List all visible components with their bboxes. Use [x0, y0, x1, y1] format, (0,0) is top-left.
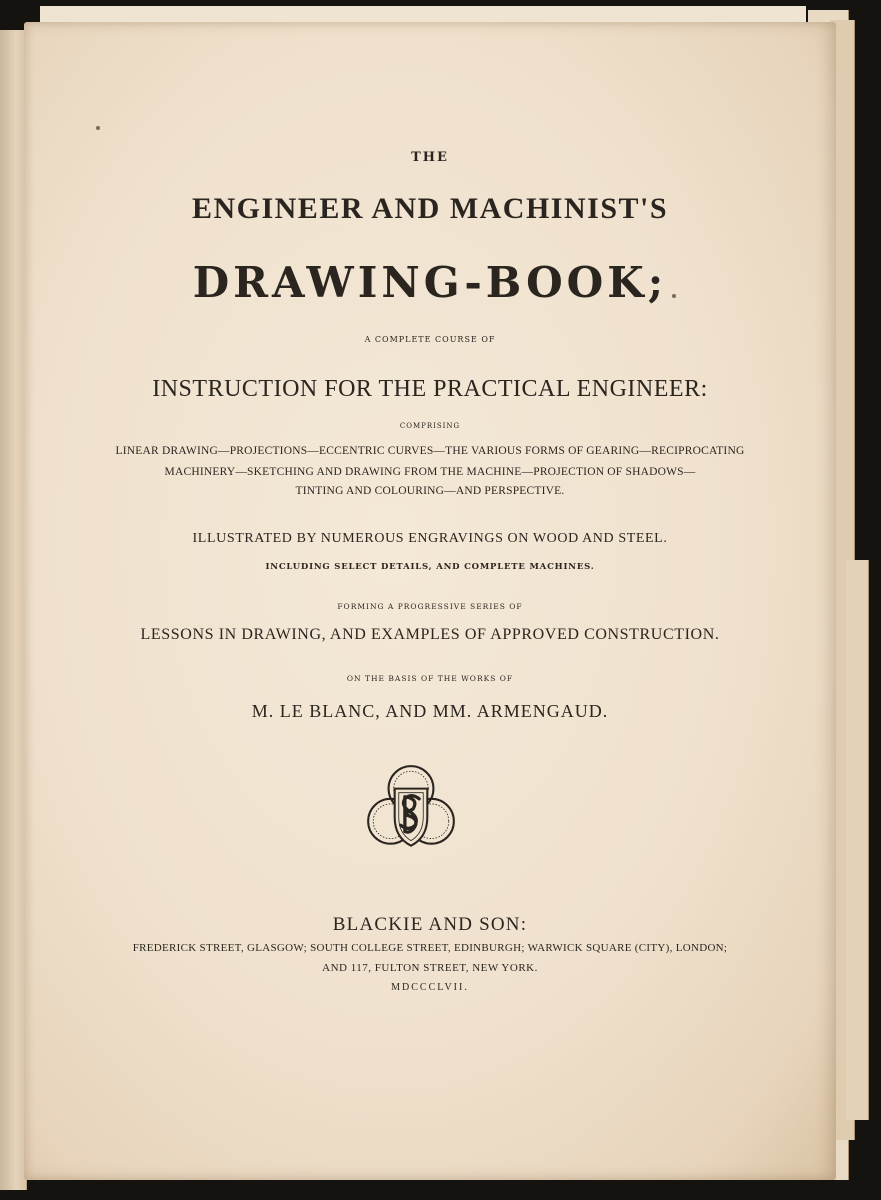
course-intro: A COMPLETE COURSE OF — [364, 335, 496, 344]
page-edge-right-lower — [846, 560, 869, 1120]
contents-line-2: MACHINERY—SKETCHING AND DRAWING FROM THE MACHINE—PROJECTION OF SHADOWS— — [164, 466, 696, 478]
paper-speck — [96, 126, 100, 130]
lessons-line: LESSONS IN DRAWING, AND EXAMPLES OF APPROVED CONSTRUCTION. — [140, 626, 720, 643]
subtitle: INSTRUCTION FOR THE PRACTICAL ENGINEER: — [152, 376, 708, 402]
title-page — [24, 22, 836, 1180]
publisher-name: BLACKIE AND SON: — [332, 914, 528, 935]
title-article: THE — [411, 150, 449, 165]
publication-year: MDCCCLVII. — [391, 982, 469, 993]
title-line-2: DRAWING-BOOK; — [192, 258, 668, 307]
including-line: INCLUDING SELECT DETAILS, AND COMPLETE MACHINES. — [265, 562, 595, 572]
book-cover-edge — [0, 30, 27, 1190]
authors-line: M. LE BLANC, AND MM. ARMENGAUD. — [251, 701, 609, 721]
address-line-1: FREDERICK STREET, GLASGOW; SOUTH COLLEGE STREET, EDINBURGH; WARWICK SQUARE (CITY), LONDON; — [132, 942, 728, 954]
forming-line: FORMING A PROGRESSIVE SERIES OF — [337, 602, 523, 611]
illustrated-line: ILLUSTRATED BY NUMEROUS ENGRAVINGS ON WOOD AND STEEL. — [192, 531, 668, 546]
contents-line-1: LINEAR DRAWING—PROJECTIONS—ECCENTRIC CURVES—THE VARIOUS FORMS OF GEARING—RECIPROCATING — [115, 445, 745, 457]
publisher-monogram-icon — [360, 758, 462, 860]
comprising-label: COMPRISING — [399, 422, 461, 430]
contents-line-3: TINTING AND COLOURING—AND PERSPECTIVE. — [295, 485, 565, 497]
title-line-1: ENGINEER AND MACHINIST'S — [191, 192, 669, 225]
basis-line: ON THE BASIS OF THE WORKS OF — [346, 674, 514, 683]
address-line-2: AND 117, FULTON STREET, NEW YORK. — [322, 962, 538, 974]
